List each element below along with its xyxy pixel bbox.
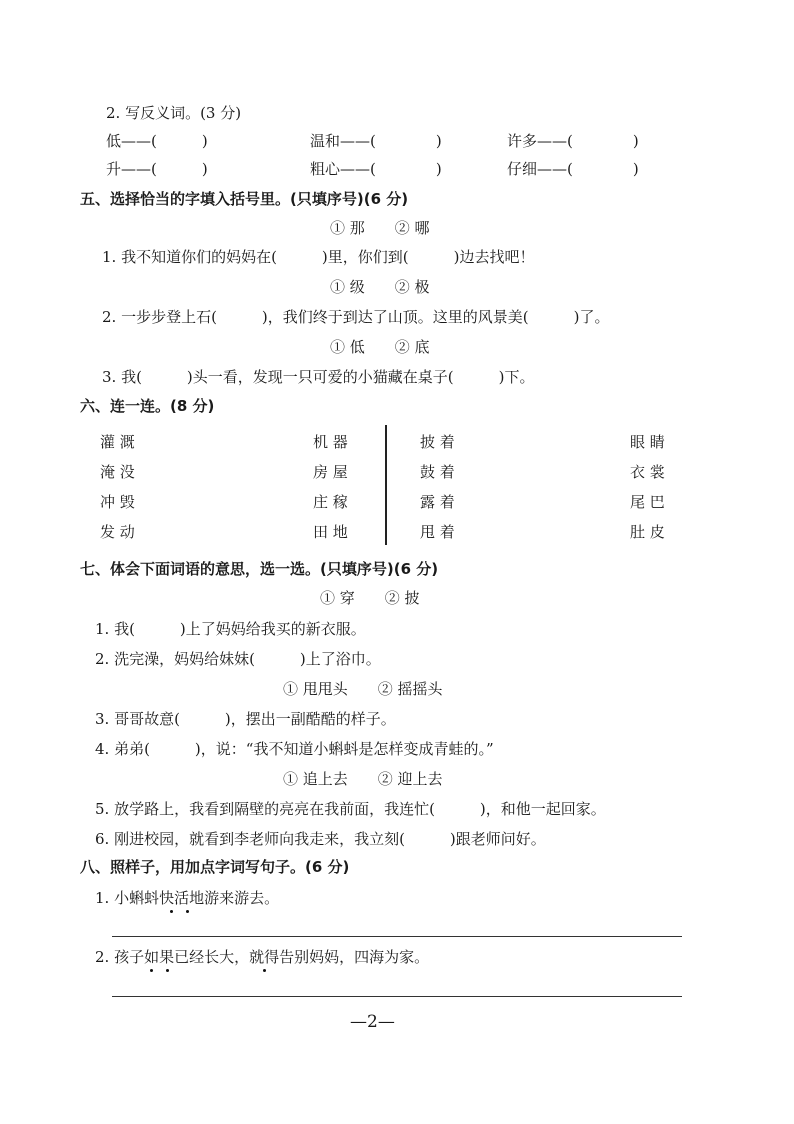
emphasis-dot <box>186 910 189 913</box>
page-number: —2— <box>350 1012 395 1032</box>
match-right-b-3: 尾 巴 <box>630 493 665 511</box>
match-right-a-1: 披 着 <box>420 433 455 451</box>
q2-title: 2. 写反义词。(3 分) <box>106 104 242 122</box>
s7-question-3: 3. 哥哥故意( )，摆出一副酷酷的样子。 <box>95 710 396 728</box>
antonym-rise: 升——( ) <box>106 160 208 178</box>
s7-options-1: ① 穿 ② 披 <box>320 589 420 607</box>
antonym-many: 许多——( ) <box>507 132 639 150</box>
s8-example-2: 2. 孩子如果已经长大，就得告别妈妈，四海为家。 <box>95 948 430 966</box>
match-right-b-2: 衣 裳 <box>630 463 665 481</box>
s7-question-6: 6. 刚进校园，就看到李老师向我走来，我立刻( )跟老师问好。 <box>95 830 546 848</box>
section-5-heading: 五、选择恰当的字填入括号里。(只填序号)(6 分) <box>80 190 409 208</box>
antonym-careless: 粗心——( ) <box>310 160 442 178</box>
match-left-a-4: 发 动 <box>100 523 135 541</box>
answer-line-1[interactable] <box>112 936 682 937</box>
s8-example-1: 1. 小蝌蚪快活地游来游去。 <box>95 889 280 907</box>
s5-options-3: ① 低 ② 底 <box>330 338 430 356</box>
s5-question-1: 1. 我不知道你们的妈妈在( )里，你们到( )边去找吧！ <box>102 248 535 266</box>
matching-divider <box>385 425 387 545</box>
s5-options-2: ① 级 ② 极 <box>330 278 430 296</box>
s5-options-1: ① 那 ② 哪 <box>330 219 430 237</box>
section-6-heading: 六、连一连。(8 分) <box>80 397 215 415</box>
emphasis-dot <box>150 969 153 972</box>
s7-question-1: 1. 我( )上了妈妈给我买的新衣服。 <box>95 620 366 638</box>
match-right-a-4: 甩 着 <box>420 523 455 541</box>
match-right-a-2: 鼓 着 <box>420 463 455 481</box>
emphasis-dot <box>263 969 266 972</box>
match-left-a-2: 淹 没 <box>100 463 135 481</box>
match-left-b-2: 房 屋 <box>313 463 348 481</box>
s5-question-3: 3. 我( )头一看，发现一只可爱的小猫藏在桌子( )下。 <box>102 368 535 386</box>
s7-question-2: 2. 洗完澡，妈妈给妹妹( )上了浴巾。 <box>95 650 381 668</box>
s7-question-5: 5. 放学路上，我看到隔壁的亮亮在我前面，我连忙( )，和他一起回家。 <box>95 800 606 818</box>
s5-question-2: 2. 一步步登上石( )，我们终于到达了山顶。这里的风景美( )了。 <box>102 308 610 326</box>
antonym-careful: 仔细——( ) <box>507 160 639 178</box>
match-left-b-4: 田 地 <box>313 523 348 541</box>
section-7-heading: 七、体会下面词语的意思，选一选。(只填序号)(6 分) <box>80 560 439 578</box>
section-8-heading: 八、照样子，用加点字词写句子。(6 分) <box>80 858 350 876</box>
match-left-a-1: 灌 溉 <box>100 433 135 451</box>
match-left-b-3: 庄 稼 <box>313 493 348 511</box>
match-left-b-1: 机 器 <box>313 433 348 451</box>
match-left-a-3: 冲 毁 <box>100 493 135 511</box>
s7-options-2: ① 甩甩头 ② 摇摇头 <box>283 680 443 698</box>
match-right-b-4: 肚 皮 <box>630 523 665 541</box>
emphasis-dot <box>170 910 173 913</box>
s7-question-4: 4. 弟弟( )，说：“我不知道小蝌蚪是怎样变成青蛙的。” <box>95 740 494 758</box>
emphasis-dot <box>166 969 169 972</box>
antonym-gentle: 温和——( ) <box>310 132 442 150</box>
s7-options-3: ① 追上去 ② 迎上去 <box>283 770 443 788</box>
antonym-low: 低——( ) <box>106 132 208 150</box>
match-right-b-1: 眼 睛 <box>630 433 665 451</box>
match-right-a-3: 露 着 <box>420 493 455 511</box>
answer-line-2[interactable] <box>112 996 682 997</box>
